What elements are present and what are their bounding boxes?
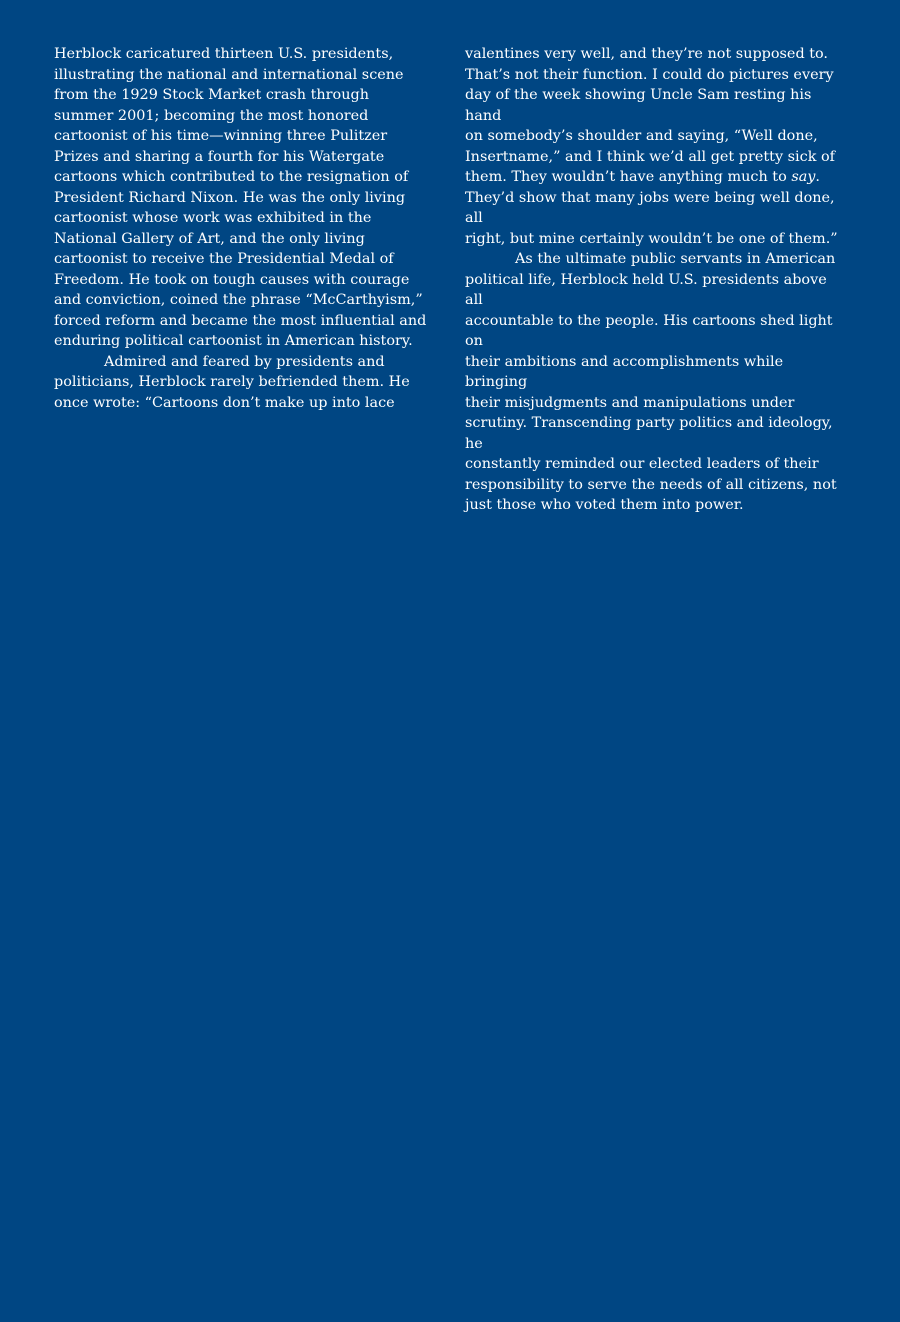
paragraph-quote-continued	[465, 44, 843, 249]
right-text-column	[465, 44, 843, 516]
paragraph-presidents-intro: Herblock caricatured thirteen U.S. presidents, illustrating the national and international scene from the 1929 Stock Market crash through summer 2001; becoming the most honored cartoonist of his time—winning three Pulitzer Prizes and sharing a fourth for his Watergate cartoons which contributed to the resignation of President Richard Nixon. He was the only living cartoonist whose work was exhibited in the National Gallery of Art, and the only living cartoonist to receive the Presidential Medal of Freedom. He took on tough causes with courage and conviction, coined the phrase “McCarthyism,” forced reform and became the most influential and enduring political cartoonist in American history.	[54, 46, 427, 349]
quote-emphasis-say: say	[791, 169, 816, 185]
paragraph-admired-feared: Admired and feared by presidents and politicians, Herblock rarely befriended them. He once wrote: “Cartoons don’t make up into lace	[54, 353, 410, 411]
paragraph-public-servants: As the ultimate public servants in American political life, Herblock held U.S. presidents above all accountable to the people. His cartoons shed light on their ambitions and accomplishments while bringing their misjudgments and manipulations under scrutiny. Transcending party politics and ideology, he constantly reminded our elected leaders of their responsibility to serve the needs of all citizens, not just those who voted them into power.	[465, 251, 837, 513]
left-text-column	[54, 44, 432, 413]
quote-text-part-2: . They’d show that many jobs were being well done, all right, but mine certainly wouldn’t be one of them.”	[465, 169, 838, 247]
quote-text-part-1: valentines very well, and they’re not supposed to. That’s not their function. I could do pictures every day of the week showing Uncle Sam resting his hand on somebody’s shoulder and saying, “Well done, Insertname,” and I think we’d all get pretty sick of them. They wouldn’t have anything much to	[465, 46, 835, 185]
